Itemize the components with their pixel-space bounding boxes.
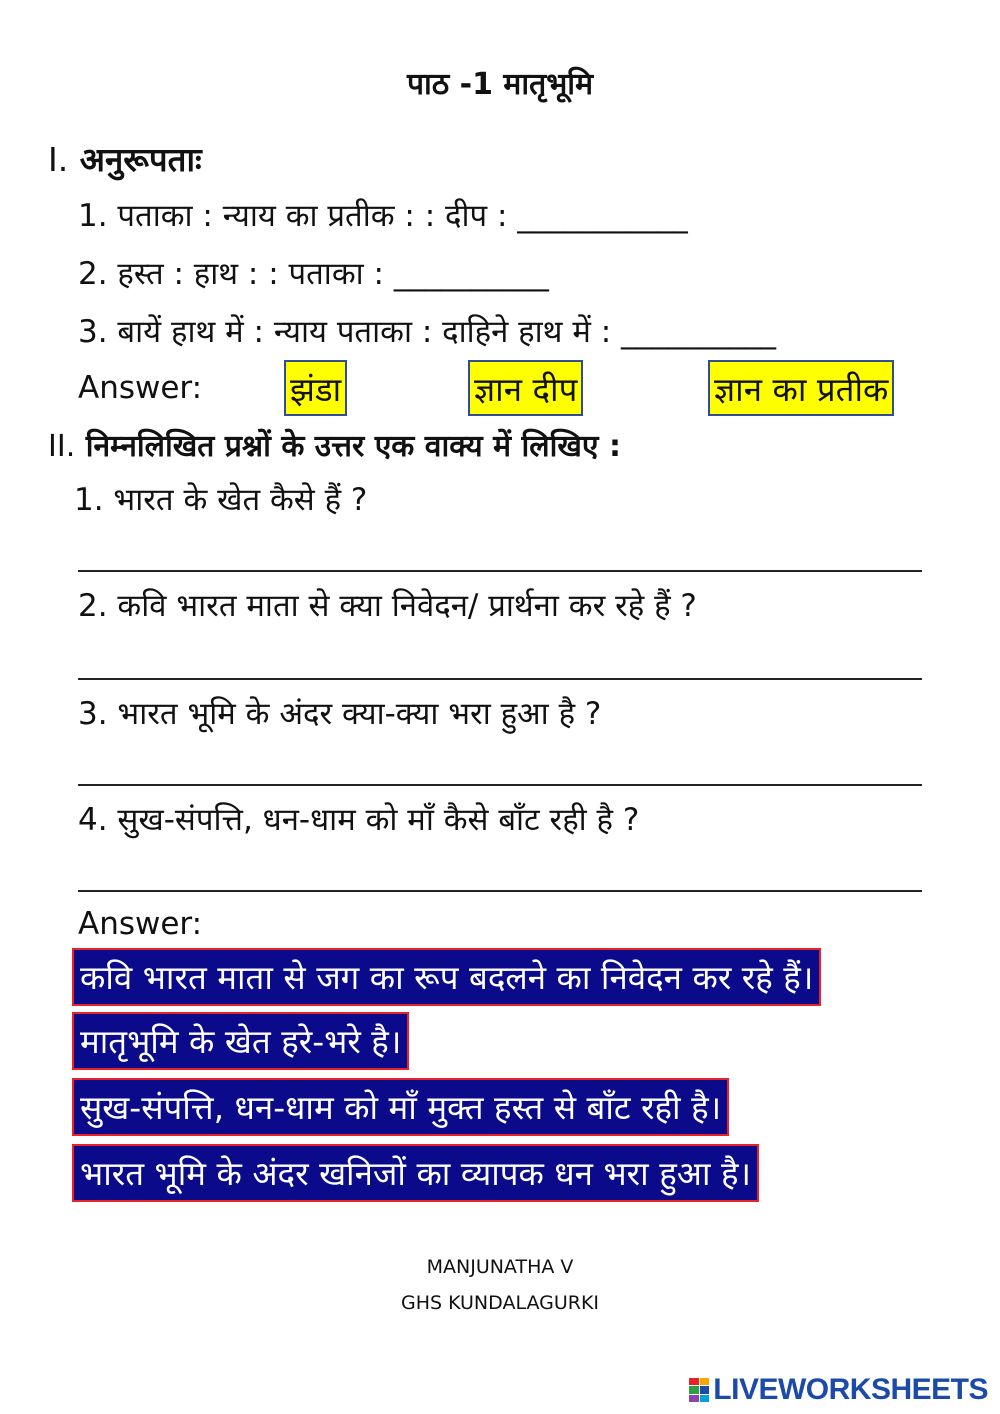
question-4: 4. सुख-संपत्ति, धन-धाम को माँ कैसे बाँट रही है ? bbox=[78, 802, 640, 838]
answer-option-3[interactable]: सुख-संपत्ति, धन-धाम को माँ मुक्त हस्त से बाँट रही है। bbox=[72, 1078, 729, 1136]
section1-number: I. bbox=[48, 140, 69, 179]
liveworksheets-logo[interactable] bbox=[689, 1372, 988, 1408]
answer-option-4[interactable]: भारत भूमि के अंदर खनिजों का व्यापक धन भरा हुआ है। bbox=[72, 1144, 759, 1202]
section2-number: II. bbox=[48, 429, 76, 464]
answer-line-4[interactable] bbox=[78, 890, 922, 892]
footer-school: GHS KUNDALAGURKI bbox=[400, 1292, 600, 1314]
question-2: 2. कवि भारत माता से क्या निवेदन/ प्रार्थना कर रहे हैं ? bbox=[78, 588, 697, 624]
footer-author: MANJUNATHA V bbox=[426, 1256, 574, 1278]
answer-label-1: Answer: bbox=[78, 370, 203, 406]
page-title: पाठ -1 मातृभूमि bbox=[406, 67, 594, 102]
liveworksheets-brand: LIVEWORKSHEETS bbox=[713, 1373, 988, 1406]
answer-option-2[interactable]: मातृभूमि के खेत हरे-भरे है। bbox=[72, 1012, 409, 1070]
answer-line-2[interactable] bbox=[78, 678, 922, 680]
analogy-item-2: 2. हस्त : हाथ : : पताका : __________ bbox=[78, 256, 549, 292]
section1-heading bbox=[48, 136, 202, 181]
answer-line-1[interactable] bbox=[78, 570, 922, 572]
answer-option-1[interactable]: कवि भारत माता से जग का रूप बदलने का निवेदन कर रहे हैं। bbox=[72, 948, 821, 1006]
answer-chip-3[interactable]: ज्ञान का प्रतीक bbox=[708, 360, 894, 416]
analogy-item-1: 1. पताका : न्याय का प्रतीक : : दीप : ___________ bbox=[78, 198, 688, 234]
analogy-item-3: 3. बायें हाथ में : न्याय पताका : दाहिने हाथ में : __________ bbox=[78, 314, 777, 350]
question-3: 3. भारत भूमि के अंदर क्या-क्या भरा हुआ है ? bbox=[78, 696, 602, 732]
answer-label-2: Answer: bbox=[78, 906, 203, 942]
section2-title: निम्नलिखित प्रश्नों के उत्तर एक वाक्य में लिखिए : bbox=[85, 429, 621, 464]
question-1: 1. भारत के खेत कैसे हैं ? bbox=[74, 482, 368, 518]
answer-line-3[interactable] bbox=[78, 784, 922, 786]
answer-chip-2[interactable]: ज्ञान दीप bbox=[468, 360, 583, 416]
section2-heading bbox=[48, 424, 621, 465]
answer-chip-1[interactable]: झंडा bbox=[284, 360, 347, 416]
liveworksheets-logo-icon bbox=[689, 1378, 709, 1402]
section1-title: अनुरूपताः bbox=[79, 140, 202, 179]
